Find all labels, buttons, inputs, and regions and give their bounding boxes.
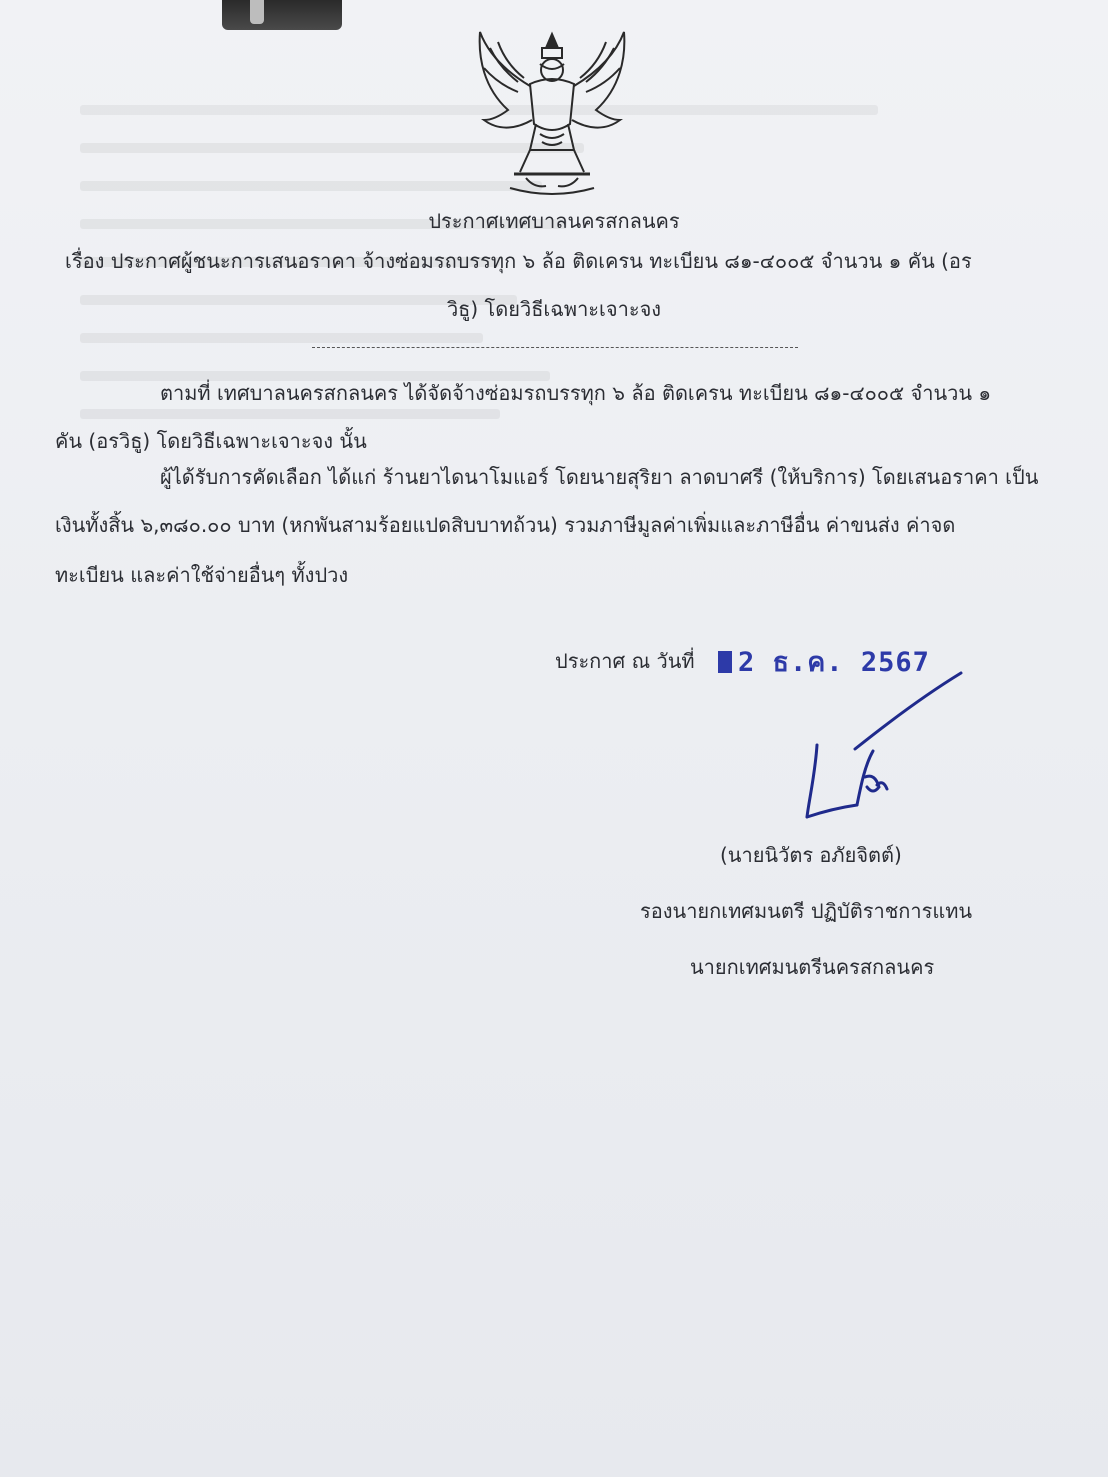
signatory-name: (นายนิวัตร อภัยจิตต์)	[720, 843, 902, 867]
subject-line: เรื่อง ประกาศผู้ชนะการเสนอราคา จ้างซ่อมรถบรรทุก ๖ ล้อ ติดเครน ทะเบียน ๘๑-๔๐๐๕ จำนวน ๑ คัน (อร	[65, 249, 972, 273]
signatory-position: รองนายกเทศมนตรี ปฏิบัติราชการแทน	[640, 899, 973, 923]
divider	[312, 347, 798, 348]
date-stamp-text: 2 ธ.ค. 2567	[738, 647, 930, 678]
signature	[795, 665, 970, 830]
signatory-position-2: นายกเทศมนตรีนครสกลนคร	[690, 955, 935, 979]
binder-clip-icon	[222, 0, 342, 30]
paragraph-1-line-1: ตามที่ เทศบาลนครสกลนคร ได้จัดจ้างซ่อมรถบรรทุก ๖ ล้อ ติดเครน ทะเบียน ๘๑-๔๐๐๕ จำนวน ๑	[160, 381, 992, 405]
stamp-mark	[718, 651, 732, 673]
paragraph-1-line-2: คัน (อรวิธู) โดยวิธีเฉพาะเจาะจง นั้น	[55, 429, 367, 453]
paragraph-2-line-1: ผู้ได้รับการคัดเลือก ได้แก่ ร้านยาไดนาโมแอร์ โดยนายสุริยา ลาดบาศรี (ให้บริการ) โดยเสนอราคา เป็น	[160, 465, 1039, 489]
paragraph-2-line-3: ทะเบียน และค่าใช้จ่ายอื่นๆ ทั้งปวง	[55, 563, 349, 587]
garuda-emblem-icon	[470, 28, 635, 198]
date-label: ประกาศ ณ วันที่	[555, 649, 695, 673]
paragraph-2-line-2: เงินทั้งสิ้น ๖,๓๘๐.๐๐ บาท (หกพันสามร้อยแปดสิบบาทถ้วน) รวมภาษีมูลค่าเพิ่มและภาษีอื่น ค่าขนส่ง ค่าจด	[55, 513, 956, 537]
subject-line-continued: วิธู) โดยวิธีเฉพาะเจาะจง	[446, 297, 662, 321]
document-title: ประกาศเทศบาลนครสกลนคร	[428, 209, 680, 233]
